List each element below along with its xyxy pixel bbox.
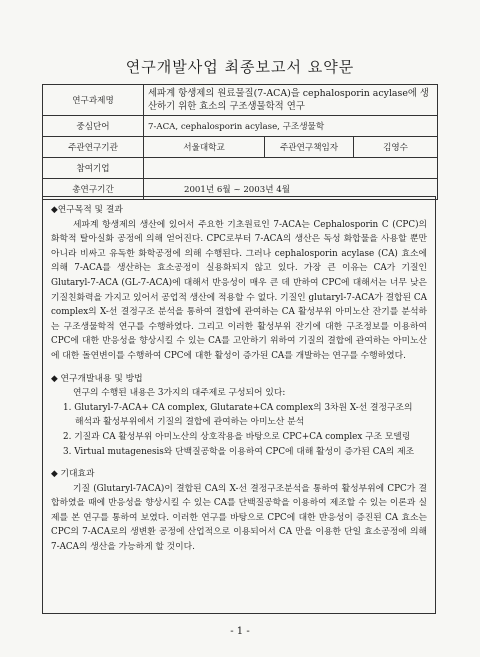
pi-value: 김영수 [354,137,438,158]
keywords-value: 7-ACA, cephalosporin acylase, 구조생물학 [144,116,438,137]
page-number: - 1 - [230,626,250,637]
section-paragraph: 기질 (Glutaryl-7ACA)이 결합된 CA의 X-선 결정구조분석을 통하여 활성부위에 CPC가 결합하였을 때에 반응성을 향상시킬 수 있는 CA를 단백질공학을 이용하여 제조할 수 있는 이론과 실제를 본 연구를 통하여 보였다. 이러한 연구를 바탕으로 CPC에 대한 반응성이 증진된 CA 효소는 CPC의 7-ACA로의 생변환 공정에 산업적으로 이용되어서 CA 만을 이용한 단일 효소공정에 의해 7-ACA의 생산을 가능하게 할 것이다. [51,483,427,553]
section-heading: ◆ 연구개발내용 및 방법 [51,373,143,384]
subject-value: 세파계 항생제의 원료물질(7-ACA)을 cephalosporin acylase에 생산하기 위한 효소의 구조생물학적 연구 [144,85,438,116]
section-content-method [51,372,427,460]
table-row [43,85,438,116]
org-value: 서울대학교 [144,137,265,158]
list-item: 1. Glutaryl-7-ACA+ CA complex, Glutarate+CA complex의 3차원 X-선 결정구조의 [63,402,413,413]
list-item: 2. 기질과 CA 활성부위 아미노산의 상호작용을 바탕으로 CPC+CA complex 구조 모델링 [63,431,411,442]
list-item: 3. Virtual mutagenesis와 단백질공학을 이용하여 CPC에 대해 활성이 증가된 CA의 제조 [63,446,415,457]
partner-label: 참여기업 [43,158,144,179]
section-heading: ◆ 기대효과 [51,469,95,480]
section-expected-effects [51,467,427,555]
keywords-label: 중심단어 [43,116,144,137]
pi-label: 주관연구책임자 [265,137,354,158]
summary-body [42,196,436,614]
subject-label: 연구과제명 [43,85,144,116]
partner-value [144,158,438,179]
section-heading: ◆연구목적 및 결과 [51,205,123,215]
table-row [43,137,438,158]
org-label: 주관연구기관 [43,137,144,158]
section-intro: 연구의 수행된 내용은 3가지의 대주제로 구성되어 있다: [73,388,286,399]
section-paragraph: 세파계 항생제의 생산에 있어서 주요한 기초원료인 7-ACA는 Cephalosporin C (CPC)의 화학적 탈아실화 공정에 의해 얻어진다. CPC로부터 7-ACA의 생산은 독성 화합물을 사용할 뿐만 아니라 비싸고 유독한 화학공정에 의해 수행된다. 그러나 cephalosporin acylase (CA) 효소에 의해 7-ACA를 생산하는 효소공정이 실용화되지 않고 있다. 가장 큰 이유는 CA가 기질인 Glutaryl-7-ACA (GL-7-ACA)에 대해서 반응성이 매우 큰 데 반하여 CPC에 대해서는 너무 낮은 기질친화력을 가지고 있어서 공업적 생산에 적용할 수 없다. 기질인 glutaryl-7-ACA가 결합된 CA complex의 X-선 결정구조 분석을 통하여 결합에 관여하는 CA 활성부위 아미노산 잔기를 분석하는 구조생물학적 연구를 수행하였다. 그리고 이러한 활성부위 잔기에 대한 구조정보를 이용하여 CPC에 대한 반응성을 향상시킬 수 있는 CA를 고안하기 위하여 기질의 결합에 관여하는 아미노산에 대한 돌연변이를 수행하여 CPC에 대한 활성이 증가된 CA를 개발하는 연구를 수행하였다. [51,219,427,361]
section-purpose [51,203,427,364]
table-row [43,116,438,137]
list-item-continuation: 해석과 활성부위에서 기질의 결합에 관여하는 아미노산 분석 [75,417,305,428]
document-title: 연구개발사업 최종보고서 요약문 [125,58,355,76]
period-value: 2001년 6월 ~ 2003년 4월 [144,179,438,200]
table-row [43,158,438,179]
summary-info-table [42,84,438,200]
period-label: 총연구기간 [43,179,144,200]
